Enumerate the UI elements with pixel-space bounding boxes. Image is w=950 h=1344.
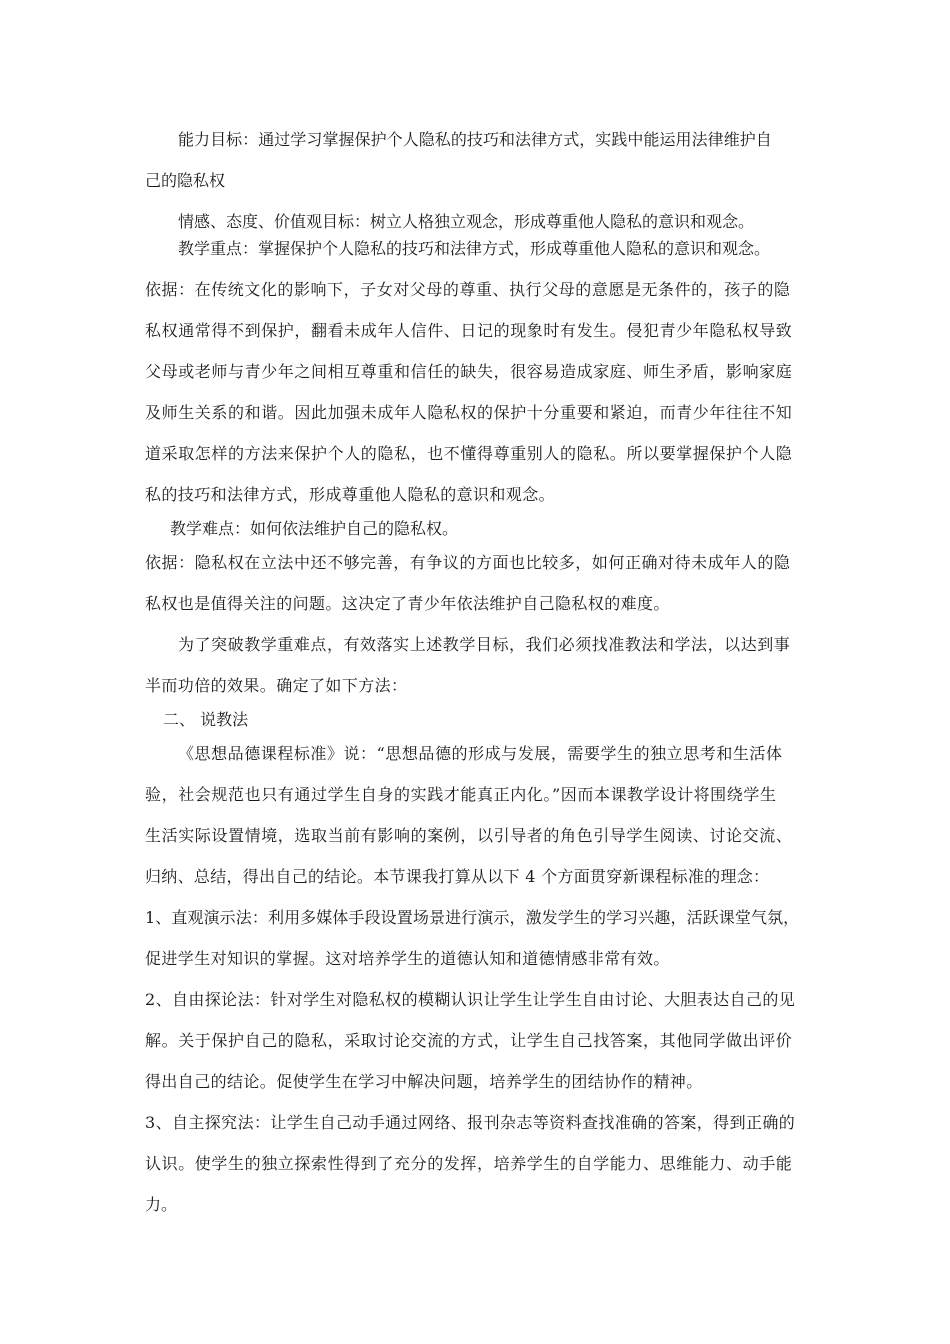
text-line: 促进学生对知识的掌握。这对培养学生的道德认知和道德情感非常有效。	[145, 949, 670, 968]
text-line: 及师生关系的和谐。因此加强未成年人隐私权的保护十分重要和紧迫，而青少年往往不知	[145, 403, 793, 422]
text-line: 为了突破教学重难点，有效落实上述教学目标，我们必须找准教法和学法，以达到事	[178, 635, 791, 654]
text-line: 教学难点：如何依法维护自己的隐私权。	[170, 519, 459, 538]
text-line: 教学重点：掌握保护个人隐私的技巧和法律方式，形成尊重他人隐私的意识和观念。	[178, 239, 771, 258]
text-line: 2、自由探论法：针对学生对隐私权的模糊认识让学生让学生自由讨论、大胆表达自己的见	[145, 990, 796, 1009]
text-line: 3、自主探究法：让学生自己动手通过网络、报刊杂志等资料查找准确的答案，得到正确的	[145, 1113, 796, 1132]
text-line: 认识。使学生的独立探索性得到了充分的发挥，培养学生的自学能力、思维能力、动手能	[145, 1154, 793, 1173]
text-line: 生活实际设置情境，选取当前有影响的案例，以引导者的角色引导学生阅读、讨论交流、	[145, 826, 793, 845]
text-line: 私的技巧和法律方式，形成尊重他人隐私的意识和观念。	[145, 485, 556, 504]
text-line: 力。	[145, 1195, 178, 1214]
text-line: 得出自己的结论。促使学生在学习中解决问题，培养学生的团结协作的精神。	[145, 1072, 703, 1091]
text-line: 验，社会规范也只有通过学生自身的实践才能真正内化。”因而本课教学设计将围绕学生	[145, 785, 777, 804]
text-line: 依据：在传统文化的影响下，子女对父母的尊重、执行父母的意愿是无条件的，孩子的隐	[145, 280, 791, 299]
text-line: 道采取怎样的方法来保护个人的隐私，也不懂得尊重别人的隐私。所以要掌握保护个人隐	[145, 444, 793, 463]
text-line: 情感、态度、价值观目标：树立人格独立观念，形成尊重他人隐私的意识和观念。	[178, 212, 755, 231]
text-line: 半而功倍的效果。确定了如下方法：	[145, 676, 408, 695]
text-line: 私权通常得不到保护，翻看未成年人信件、日记的现象时有发生。侵犯青少年隐私权导致	[145, 321, 793, 340]
text-line: 父母或老师与青少年之间相互尊重和信任的缺失，很容易造成家庭、师生矛盾，影响家庭	[145, 362, 793, 381]
section-heading: 二、 说教法	[163, 710, 249, 729]
text-line: 1、直观演示法：利用多媒体手段设置场景进行演示，激发学生的学习兴趣，活跃课堂气氛，	[145, 908, 800, 927]
text-line: 归纳、总结，得出自己的结论。本节课我打算从以下 4 个方面贯穿新课程标准的理念：	[145, 867, 770, 886]
text-line: 《思想品德课程标准》说：“思想品德的形成与发展，需要学生的独立思考和生活体	[178, 744, 783, 763]
text-line: 己的隐私权	[145, 171, 226, 190]
text-line: 私权也是值得关注的问题。这决定了青少年依法维护自己隐私权的难度。	[145, 594, 670, 613]
text-line: 能力目标：通过学习掌握保护个人隐私的技巧和法律方式，实践中能运用法律维护自	[178, 130, 772, 149]
text-line: 依据：隐私权在立法中还不够完善，有争议的方面也比较多，如何正确对待未成年人的隐	[145, 553, 791, 572]
text-line: 解。关于保护自己的隐私，采取讨论交流的方式，让学生自己找答案，其他同学做出评价	[145, 1031, 793, 1050]
